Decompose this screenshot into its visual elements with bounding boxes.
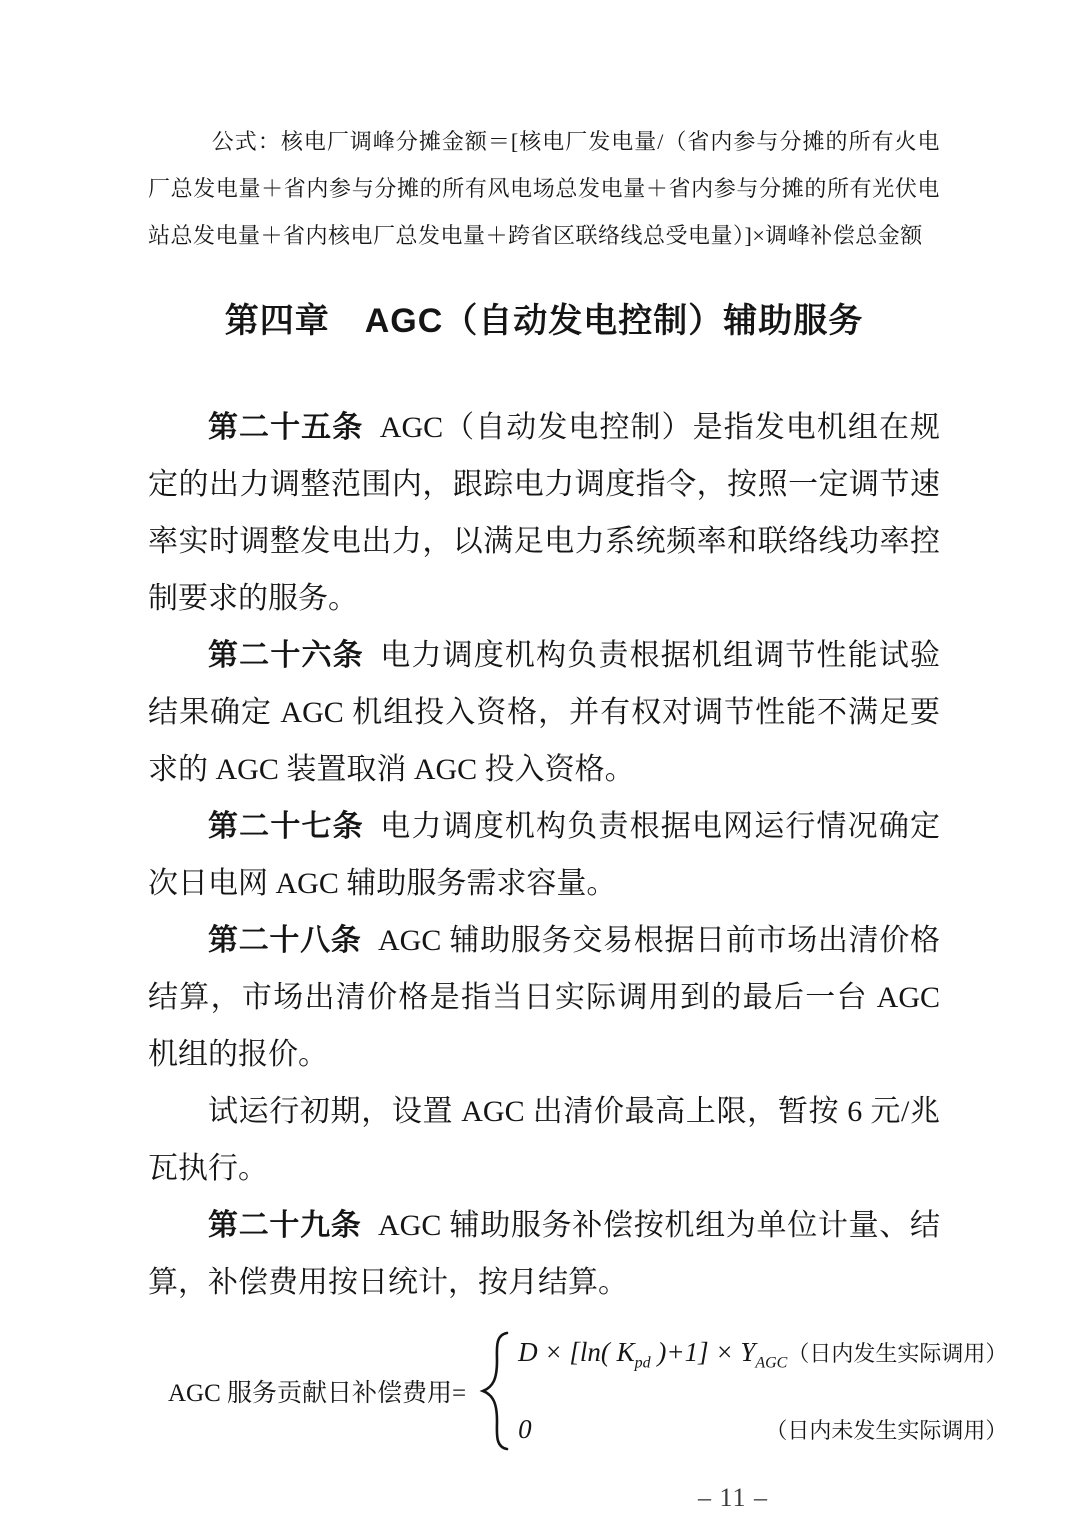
article-25 (148, 399, 940, 627)
formula-cases (518, 1337, 1007, 1445)
case-not-called-condition: （日内未发生实际调用） (765, 1418, 1008, 1443)
formula-case-called (518, 1337, 1008, 1372)
article-28 (148, 912, 940, 1083)
article-29-text: AGC 辅助服务补偿按机组为单位计量、结算，补偿费用按日统计，按月结算。 (148, 1209, 941, 1299)
page-number: – 11 – (697, 1483, 768, 1512)
article-26-label: 第二十六条 (208, 639, 364, 672)
article-25-text: AGC（自动发电控制）是指发电机组在规定的出力调整范围内，跟踪电力调度指令，按照一定调节速率实时调整发电出力，以满足电力系统频率和联络线功率控制要求的服务。 (148, 411, 941, 615)
article-29-label: 第二十九条 (208, 1209, 362, 1242)
curly-brace-icon (478, 1329, 512, 1453)
trial-period-paragraph (148, 1083, 940, 1197)
article-27 (148, 798, 940, 912)
agc-daily-compensation-formula (148, 1329, 1008, 1453)
article-28-text: AGC 辅助服务交易根据日前市场出清价格结算，市场出清价格是指当日实际调用到的最后一台 AGC 机组的报价。 (148, 924, 941, 1071)
trial-period-text: 试运行初期，设置 AGC 出清价最高上限，暂按 6 元/兆瓦执行。 (148, 1095, 940, 1185)
article-28-label: 第二十八条 (208, 924, 362, 957)
article-27-text: 电力调度机构负责根据电网运行情况确定次日电网 AGC 辅助服务需求容量。 (148, 810, 941, 900)
case-called-expression: D × [ln( $K_{pd}$ )$+1] \times Y_{AGC}$ (518, 1337, 788, 1372)
peak-regulation-sharing-formula-paragraph: 公式：核电厂调峰分摊金额＝[核电厂发电量/（省内参与分摊的所有火电厂总发电量＋省内参与分摊的所有风电场总发电量＋省内参与分摊的所有光伏电站总发电量＋省内核电厂总发电量＋跨省区联络线总受电量）]×调峰补偿总金额 (148, 129, 940, 248)
article-26 (148, 627, 940, 798)
case-not-called-value: 0 (518, 1414, 532, 1444)
formula-left-side-label: AGC 服务贡献日补偿费用= (168, 1380, 467, 1407)
article-27-label: 第二十七条 (208, 810, 364, 843)
chapter-title: 第四章 AGC（自动发电控制）辅助服务 (224, 302, 864, 340)
article-25-label: 第二十五条 (208, 411, 364, 444)
article-26-text: 电力调度机构负责根据机组调节性能试验结果确定 AGC 机组投入资格，并有权对调节性能不满足要求的 AGC 装置取消 AGC 投入资格。 (148, 639, 941, 786)
formula-case-not-called (518, 1414, 1007, 1445)
case-called-condition: （日内发生实际调用） (787, 1341, 1008, 1366)
article-body (148, 399, 940, 1311)
article-29 (148, 1197, 940, 1311)
